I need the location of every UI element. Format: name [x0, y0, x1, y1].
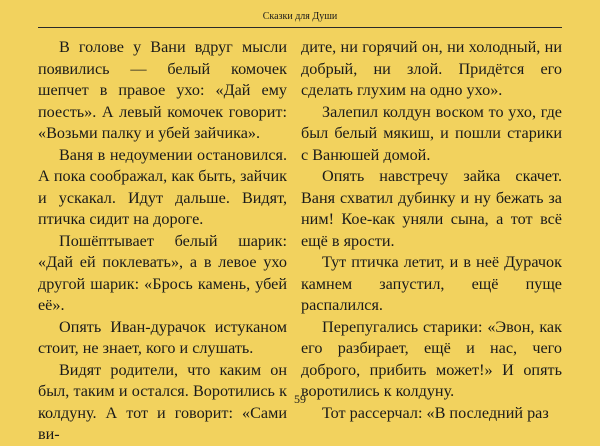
paragraph: Пошёптывает белый шарик: «Дай ей поклевать», а в левое ухо другой шарик: «Брось камень, убей её». — [38, 231, 287, 314]
text-column-right — [301, 37, 562, 424]
paragraph-continuation: дите, ни горячий он, ни холодный, ни добрый, ни злой. Придётся его сделать глухим на одно ухо». — [301, 38, 562, 99]
paragraph: Залепил колдун воском то ухо, где был белый мякиш, и пошли старики с Ванюшей домой. — [301, 102, 562, 164]
paragraph: Тут птичка летит, и в неё Дурачок камнем запустил, ещё пуще распалился. — [301, 253, 562, 314]
paragraph: Опять Иван-дурачок истуканом стоит, не знает, кого и слушать. — [38, 317, 287, 357]
paragraph: Перепугались старики: «Эвон, как его разбирает, ещё и нас, чего доброго, прибить может!» И опять воротились к колдуну. — [301, 317, 562, 400]
paragraph: В голове у Вани вдруг мысли появились — белый комочек шепчет в правое ухо: «Дай ему поесть». А левый комочек говорит: «Возьми палку и убей зайчика». — [38, 38, 287, 142]
paragraph: Тот рассерчал: «В последний раз — [322, 403, 549, 422]
page-number: 59 — [294, 392, 306, 406]
paragraph: Опять навстречу зайка скачет. Ваня схватил дубинку и ну бежать за ним! Кое-как уняли сына, а тот всё ещё в ярости. — [301, 167, 562, 250]
header-divider — [38, 27, 562, 28]
text-column-left — [38, 37, 287, 446]
running-header: Сказки для Души — [262, 11, 338, 22]
paragraph: Видят родители, что каким он был, таким и остался. Воротились к колдуну. А тот и говорит: «Сами ви- — [38, 360, 287, 443]
paragraph: Ваня в недоумении остановился. А пока соображал, как быть, зайчик и ускакал. Идут дальше. Видят, птичка сидит на дороге. — [38, 145, 287, 228]
